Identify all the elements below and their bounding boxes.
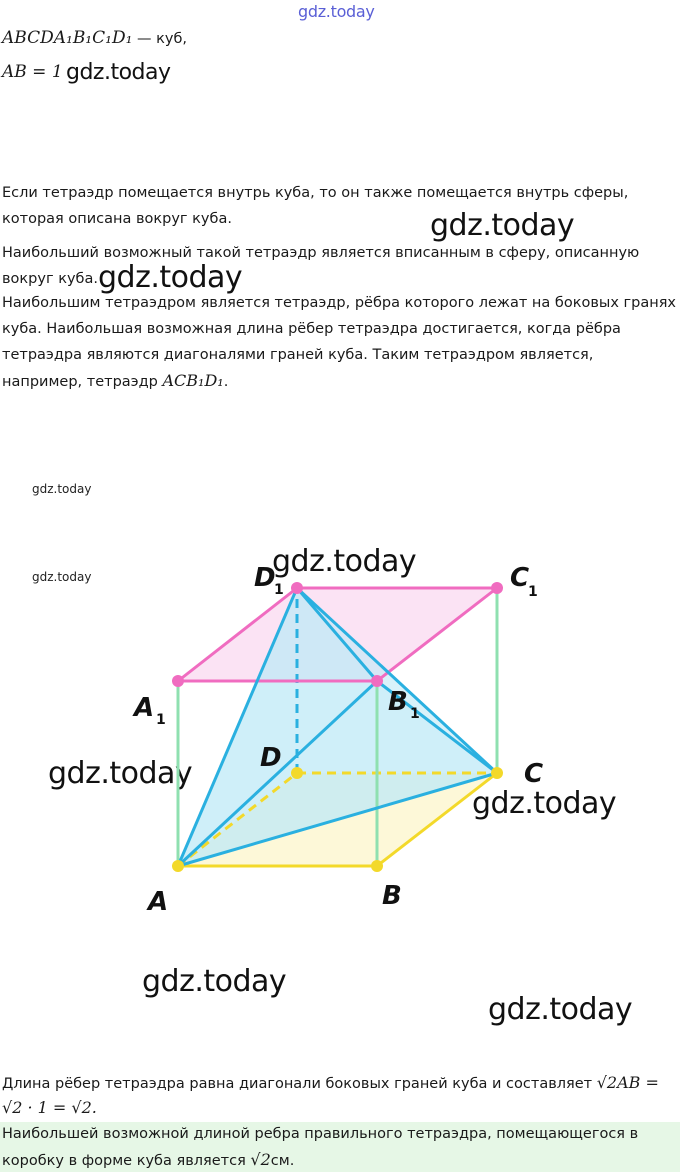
tetrahedron-name: ACB₁D₁ bbox=[162, 371, 224, 390]
label-A1-sub: 1 bbox=[156, 712, 166, 728]
watermark: gdz.today bbox=[488, 992, 633, 1027]
result-math-1: √2AB = bbox=[596, 1073, 659, 1092]
vertex-C1 bbox=[491, 582, 503, 594]
vertex-B bbox=[371, 860, 383, 872]
answer-math: √2 bbox=[250, 1150, 271, 1169]
vertex-A bbox=[172, 860, 184, 872]
label-C1-sub: 1 bbox=[528, 584, 538, 600]
watermark: gdz.today bbox=[272, 544, 417, 579]
watermark: gdz.today bbox=[32, 570, 92, 584]
watermark: gdz.today bbox=[430, 208, 575, 243]
watermark: gdz.today bbox=[98, 260, 243, 295]
watermark: gdz.today bbox=[66, 60, 171, 85]
label-C: C bbox=[524, 759, 544, 789]
vertex-D1 bbox=[291, 582, 303, 594]
label-A: A bbox=[148, 887, 169, 917]
cube-figure bbox=[0, 540, 680, 940]
paragraph-3-text: Наибольшим тетраэдром является тетраэдр, рёбра которого лежат на боковых гранях куба. Наибольшая возможная длина рёбер тетраэдра достигается, когда рёбра тетраэдра являются диагоналями граней куба. Таким тетраэдром является, например, тетраэдр bbox=[2, 295, 677, 390]
label-D1-sub: 1 bbox=[274, 582, 284, 598]
vertex-B1 bbox=[371, 675, 383, 687]
answer-unit: см. bbox=[270, 1153, 295, 1169]
label-D1: D bbox=[254, 563, 276, 593]
result-line bbox=[2, 1070, 678, 1097]
label-C1: C bbox=[510, 563, 530, 593]
label-B1-sub: 1 bbox=[410, 706, 420, 722]
watermark: gdz.today bbox=[472, 786, 617, 821]
watermark: gdz.today bbox=[32, 482, 92, 496]
cube-suffix: — куб, bbox=[132, 31, 187, 47]
label-B: B bbox=[382, 881, 402, 911]
vertex-D bbox=[291, 767, 303, 779]
vertex-A1 bbox=[172, 675, 184, 687]
label-D: D bbox=[260, 743, 282, 773]
watermark-top: gdz.today bbox=[298, 2, 375, 21]
condition-cube bbox=[2, 28, 187, 48]
label-A1: A bbox=[134, 693, 155, 723]
label-B1: B bbox=[388, 687, 408, 717]
paragraph-1: Если тетраэдр помещается внутрь куба, то он также помещается внутрь сферы, которая описана вокруг куба. bbox=[2, 185, 629, 227]
cube-name: ABCDA₁B₁C₁D₁ bbox=[2, 28, 133, 48]
answer-text: Наибольшей возможной длиной ребра правильного тетраэдра, помещающегося в коробку в форме куба является bbox=[2, 1126, 639, 1169]
paragraph-3: Наибольшим тетраэдром является тетраэдр, рёбра которого лежат на боковых гранях куба. Наибольшая возможная длина рёбер тетраэдра достигается, когда рёбра тетраэдра являются диагоналями граней куба. Таким тетраэдром является, например, тетраэдр ACB₁D₁. bbox=[2, 295, 677, 390]
watermark: gdz.today bbox=[48, 756, 193, 791]
condition-edge: AB = 1 bbox=[2, 62, 63, 82]
answer-box bbox=[0, 1122, 680, 1172]
watermark: gdz.today bbox=[142, 964, 287, 999]
result-math-2: √2 · 1 = √2. bbox=[2, 1098, 97, 1117]
result-text: Длина рёбер тетраэдра равна диагонали боковых граней куба и составляет bbox=[2, 1076, 597, 1092]
paragraph-2: Наибольший возможный такой тетраэдр является вписанным в сферу, описанную вокруг куба. bbox=[2, 245, 640, 287]
vertex-C bbox=[491, 767, 503, 779]
